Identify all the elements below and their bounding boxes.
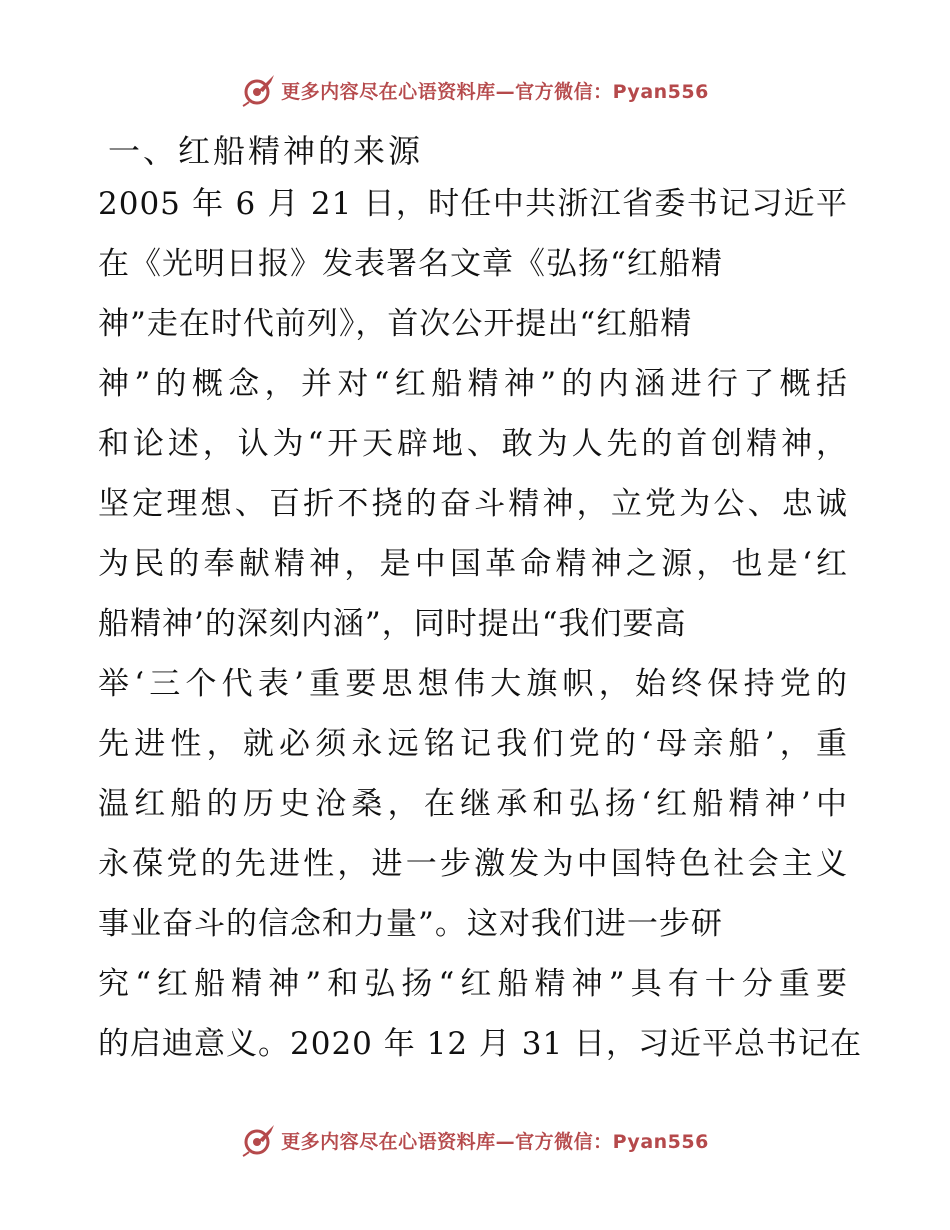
text-line: 坚定理想、百折不挠的奋斗精神，立党为公、忠诚 [98,486,848,522]
footer-watermark [0,1120,950,1160]
text-line: 先进性，就必须永远铭记我们党的‘母亲船’，重 [98,726,848,762]
watermark-text: 更多内容尽在心语资料库—官方微信：Pyan556 [281,80,709,103]
text-line: 船精神’的深刻内涵”，同时提出“我们要高 [98,606,687,642]
text-line: 举‘三个代表’重要思想伟大旗帜，始终保持党的 [98,666,848,702]
quill-pen-logo-icon [241,1122,277,1158]
text-line: 在《光明日报》发表署名文章《弘扬“红船精 [98,246,723,282]
text-line: 神”的概念，并对“红船精神”的内涵进行了概括 [98,366,848,402]
text-line: 温红船的历史沧桑，在继承和弘扬‘红船精神’中 [98,786,848,822]
quill-pen-logo-icon [241,72,277,108]
text-line: 2005 年 6 月 21 日，时任中共浙江省委书记习近平 [98,186,848,222]
text-line: 究“红船精神”和弘扬“红船精神”具有十分重要 [98,966,849,1002]
header-watermark [0,70,950,110]
text-line: 神”走在时代前列》，首次公开提出“红船精 [98,306,693,342]
text-line: 的启迪意义。2020 年 12 月 31 日，习近平总书记在 [98,1026,863,1062]
watermark-text: 更多内容尽在心语资料库—官方微信：Pyan556 [281,1130,709,1153]
text-line: 为民的奉献精神，是中国革命精神之源，也是‘红 [98,546,848,582]
text-line: 和论述，认为“开天辟地、敢为人先的首创精神， [98,426,848,462]
section-heading: 一、红船精神的来源 [108,132,424,170]
text-line: 事业奋斗的信念和力量”。这对我们进一步研 [98,906,723,942]
text-line: 永葆党的先进性，进一步激发为中国特色社会主义 [98,846,848,882]
